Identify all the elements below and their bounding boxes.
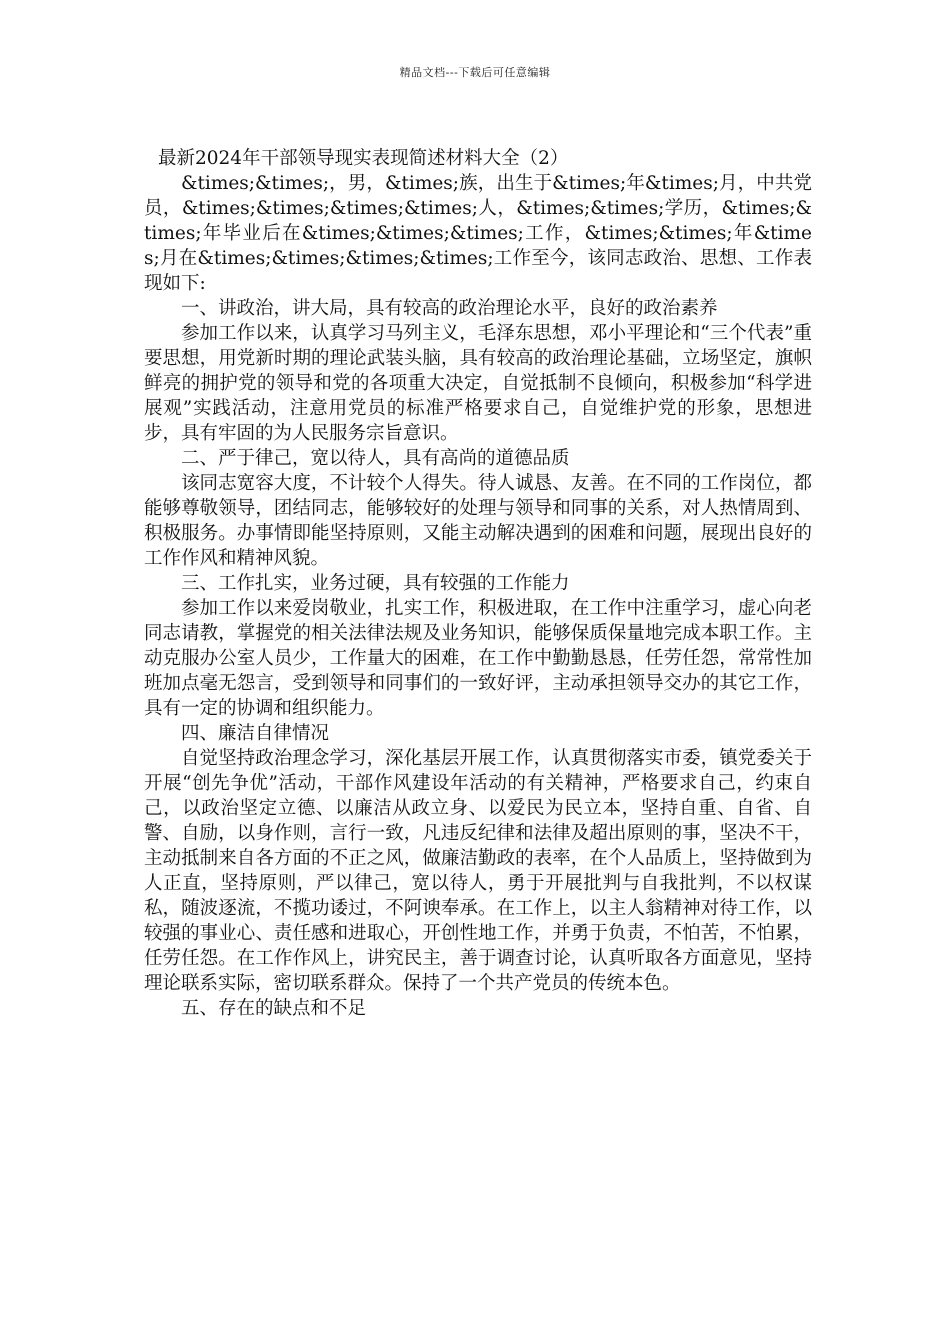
intro-paragraph: &times;&times;，男，&times;族，出生于&times;年&times;月，中共党员，&times;&times;&times;&times;人，&times;&times;学历，&times;&times;年毕业后在&times;&times;&times;工作，&times;&times;年&times;月在&times;&times;&times;&times;工作至今，该同志政治、思想、工作表现如下: [144, 173, 812, 294]
section-3-paragraph: 参加工作以来爱岗敬业，扎实工作，积极进取，在工作中注重学习，虚心向老同志请教，掌握党的相关法律法规及业务知识，能够保质保量地完成本职工作。主动克服办公室人员少，工作量大的困难，在工作中勤勤恳恳，任劳任怨，常常性加班加点毫无怨言，受到领导和同事们的一致好评，主动承担领导交办的其它工作，具有一定的协调和组织能力。 [144, 598, 812, 719]
section-1-paragraph: 参加工作以来，认真学习马列主义，毛泽东思想，邓小平理论和“三个代表”重要思想，用党新时期的理论武装头脑，具有较高的政治理论基础，立场坚定，旗帜鲜亮的拥护党的领导和党的各项重大决定，自觉抵制不良倾向，积极参加“科学进展观”实践活动，注意用党员的标准严格要求自己，自觉维护党的形象，思想进步，具有牢固的为人民服务宗旨意识。 [144, 323, 812, 444]
section-heading-5: 五、存在的缺点和不足 [181, 998, 367, 1019]
section-heading-4: 四、廉洁自律情况 [181, 723, 330, 744]
section-4-paragraph: 自觉坚持政治理念学习，深化基层开展工作，认真贯彻落实市委，镇党委关于开展“创先争优”活动，干部作风建设年活动的有关精神，严格要求自己，约束自己，以政治坚定立德、以廉洁从政立身、以爱民为民立本，坚持自重、自省、自警、自励，以身作则，言行一致，凡违反纪律和法律及超出原则的事，坚决不干，主动抵制来自各方面的不正之风，做廉洁勤政的表率，在个人品质上，坚持做到为人正直，坚持原则，严以律己，宽以待人，勇于开展批判与自我批判，不以权谋私，随波逐流，不揽功诿过，不阿谀奉承。在工作上，以主人翁精神对待工作，以较强的事业心、责任感和进取心，开创性地工作，并勇于负责，不怕苦，不怕累，任劳任怨。在工作作风上，讲究民主，善于调查讨论，认真听取各方面意见，坚持理论联系实际，密切联系群众。保持了一个共产党员的传统本色。 [144, 748, 812, 994]
section-2-paragraph: 该同志宽容大度，不计较个人得失。待人诚恳、友善。在不同的工作岗位，都能够尊敬领导，团结同志，能够较好的处理与领导和同事的关系，对人热情周到、积极服务。办事情即能坚持原则，又能主动解决遇到的困难和问题，展现出良好的工作作风和精神风貌。 [144, 473, 812, 569]
section-heading-1: 一、讲政治，讲大局，具有较高的政治理论水平，良好的政治素养 [181, 298, 718, 319]
section-heading-2: 二、严于律己，宽以待人，具有高尚的道德品质 [181, 448, 570, 469]
document-body [144, 146, 812, 1021]
section-heading-3: 三、工作扎实，业务过硬，具有较强的工作能力 [181, 573, 570, 594]
page-header: 精品文档---下载后可任意编辑 [399, 66, 551, 79]
document-title: 最新2024年干部领导现实表现简述材料大全（2） [158, 148, 569, 169]
